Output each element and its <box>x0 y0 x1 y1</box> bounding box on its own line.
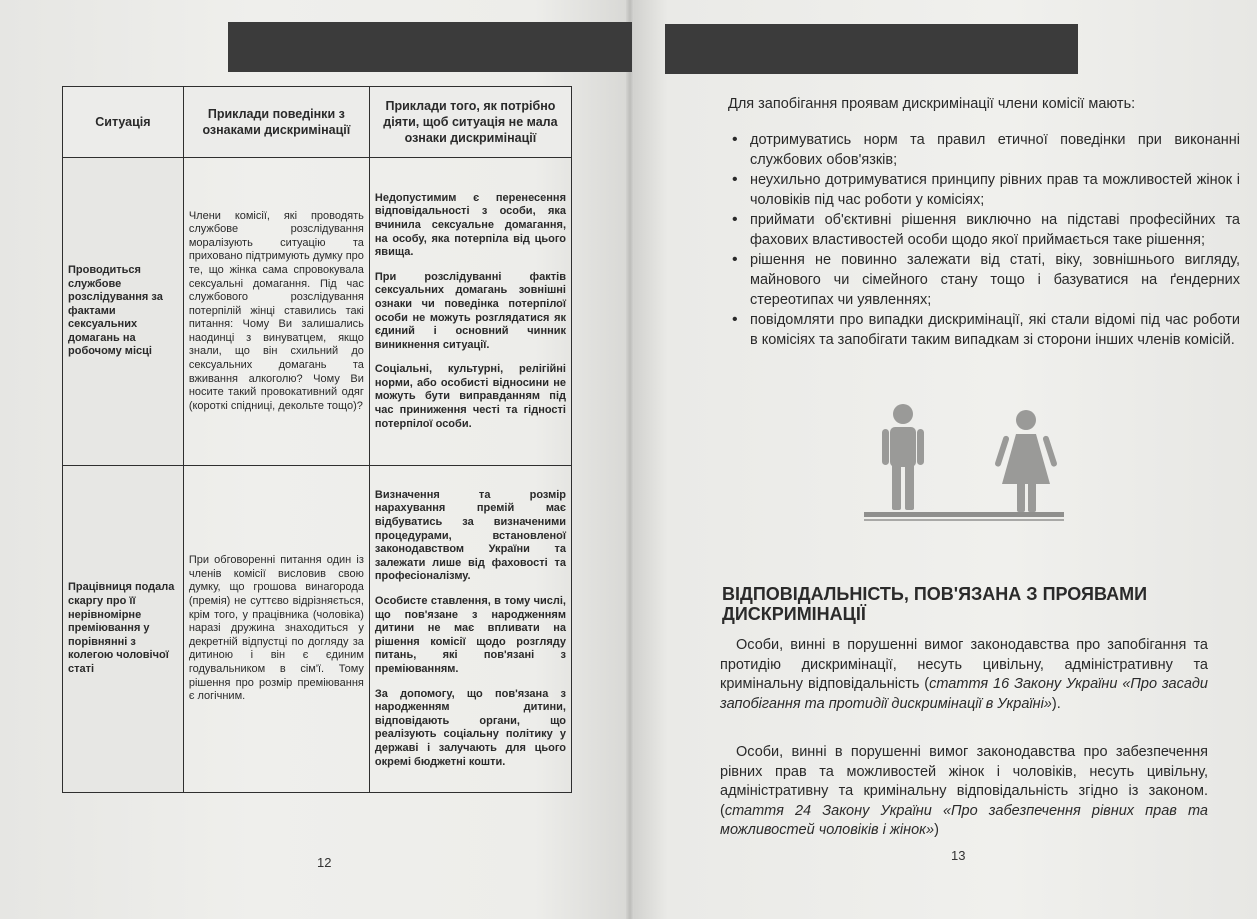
female-figure-icon <box>994 410 1057 512</box>
todo-cell <box>369 158 571 466</box>
todo-cell <box>369 466 571 793</box>
book-spine <box>626 0 634 919</box>
table-header-row <box>63 87 572 158</box>
table-header-situation: Ситуація <box>63 87 184 158</box>
list-item: • рішення не повинно залежати від статі, віку, зовнішнього вигляду, майнового чи сімейного стану тощо і базуватися на ґендерних стереотипах чи уявленнях; <box>730 250 1240 310</box>
balance-line <box>864 512 1064 517</box>
list-item: • приймати об'єктивні рішення виключно на підставі професійних та фахових властивостей особи щодо якої приймається таке рішення; <box>730 210 1240 250</box>
duties-list <box>730 130 1240 350</box>
header-bar-left <box>228 22 632 72</box>
discrimination-examples-table <box>62 86 572 793</box>
paragraph-text: ). <box>1051 695 1061 712</box>
male-figure-icon <box>882 404 924 510</box>
page-number-left: 12 <box>317 855 332 870</box>
example-cell: Члени комісії, які проводять службове розслідування моралізують ситуацію та приховано підтримують думку про те, що жінка сама спровокувала сексуальні домагання. Під час службового розслідування потерпілій жінці ставились такі питання: Чому Ви залишались наодинці з винуватцем, якщо знали, що він схильний до сексуальних домагань та вживання алкоголю? Чому Ви носите такий провокативний одяг (короткі спідниці, декольте тощо)? <box>183 158 369 466</box>
paragraph-text: ) <box>934 822 939 838</box>
todo-paragraph: Особисте ставлення, в тому числі, що пов'язане з народженням дитини не має впливати на рішення комісії щодо розгляду питань, які пов'язані з преміюванням. <box>374 595 566 675</box>
balance-line <box>864 519 1064 521</box>
example-cell: При обговоренні питання один із членів комісії висловив свою думку, що грошова винагорода (премія) не суттєво відрізняється, крім того, у працівника (чоловіка) наразі дружина знаходиться у декретній відпустці по догляду за дитиною і він є єдиним годувальником в сім'ї. Тому рішення про розмір преміювання є логічним. <box>183 466 369 793</box>
list-item: • дотримуватись норм та правил етичної поведінки при виконанні службових обов'язків; <box>730 130 1240 170</box>
situation-cell: Проводиться службове розслідування за фактами сексуальних домагань на робочому місці <box>63 158 184 466</box>
section-title: ВІДПОВІДАЛЬНІСТЬ, ПОВ'ЯЗАНА З ПРОЯВАМИ ДИСКРИМІНАЦІЇ <box>722 584 1148 624</box>
page-number-right: 13 <box>951 848 966 863</box>
list-item: • повідомляти про випадки дискримінації, які стали відомі під час роботи в комісіях та запобігати таким випадкам зі сторони інших членів комісій. <box>730 310 1240 350</box>
situation-cell: Працівниця подала скаргу про її нерівномірне преміювання у порівнянні з колегою чоловічої статі <box>63 466 184 793</box>
list-item: • неухильно дотримуватися принципу рівних прав та можливостей жінок і чоловіків під час роботи у комісіях; <box>730 170 1240 210</box>
table-header-examples: Приклади поведінки з ознаками дискримінації <box>183 87 369 158</box>
todo-paragraph: При розслідуванні фактів сексуальних домагань зовнішні ознаки чи поведінка потерпілої особи не можуть розглядатися як єдиний і основний чинник виникнення ситуації. <box>374 270 566 351</box>
table-header-how-to-act: Приклади того, як потрібно діяти, щоб ситуація не мала ознаки дискримінації <box>369 87 571 158</box>
table-row <box>63 158 572 466</box>
paragraph-text: Особи, винні в порушенні вимог законодавства про запобігання та протидію дискримінації, несуть цивільну, адміністративну та кримінальну відповідальність ( <box>720 637 1208 692</box>
responsibility-paragraph <box>720 743 1208 841</box>
table-row <box>63 466 572 793</box>
header-bar-right <box>665 24 1078 74</box>
todo-paragraph: За допомогу, що пов'язана з народженням дитини, відповідають органи, що реалізують соціальну політику у державі і залучають для цього окремі бюджетні кошти. <box>374 687 566 768</box>
law-citation: стаття 16 Закону України «Про засади запобігання та протидії дискримінації в Україні» <box>720 676 1208 712</box>
todo-paragraph: Соціальні, культурні, релігійні норми, або особисті відносини не можуть бути виправданням під час приниження честі та гідності потерпілої особи. <box>374 363 566 430</box>
paragraph-text: Особи, винні в порушенні вимог законодавства про забезпечення рівних прав та можливостей жінок і чоловіків, несуть цивільну, адміністративну та кримінальну відповідальність згідно із законом. ( <box>720 744 1208 819</box>
gender-equality-illustration <box>860 400 1070 525</box>
todo-paragraph: Недопустимим є перенесення відповідальності з особи, яка вчинила сексуальне домагання, на особу, яка потерпіла від цього явища. <box>374 191 566 259</box>
responsibility-paragraph <box>720 636 1208 714</box>
duties-intro: Для запобігання проявам дискримінації члени комісії мають: <box>728 96 1136 112</box>
todo-paragraph: Визначення та розмір нарахування премій має відбуватись за визначеними процедурами, встановленої законодавством України та залежати лише від фаховості та професіоналізму. <box>374 488 566 583</box>
law-citation: стаття 24 Закону України «Про забезпечення рівних прав та можливостей чоловіків і жінок» <box>720 802 1208 838</box>
